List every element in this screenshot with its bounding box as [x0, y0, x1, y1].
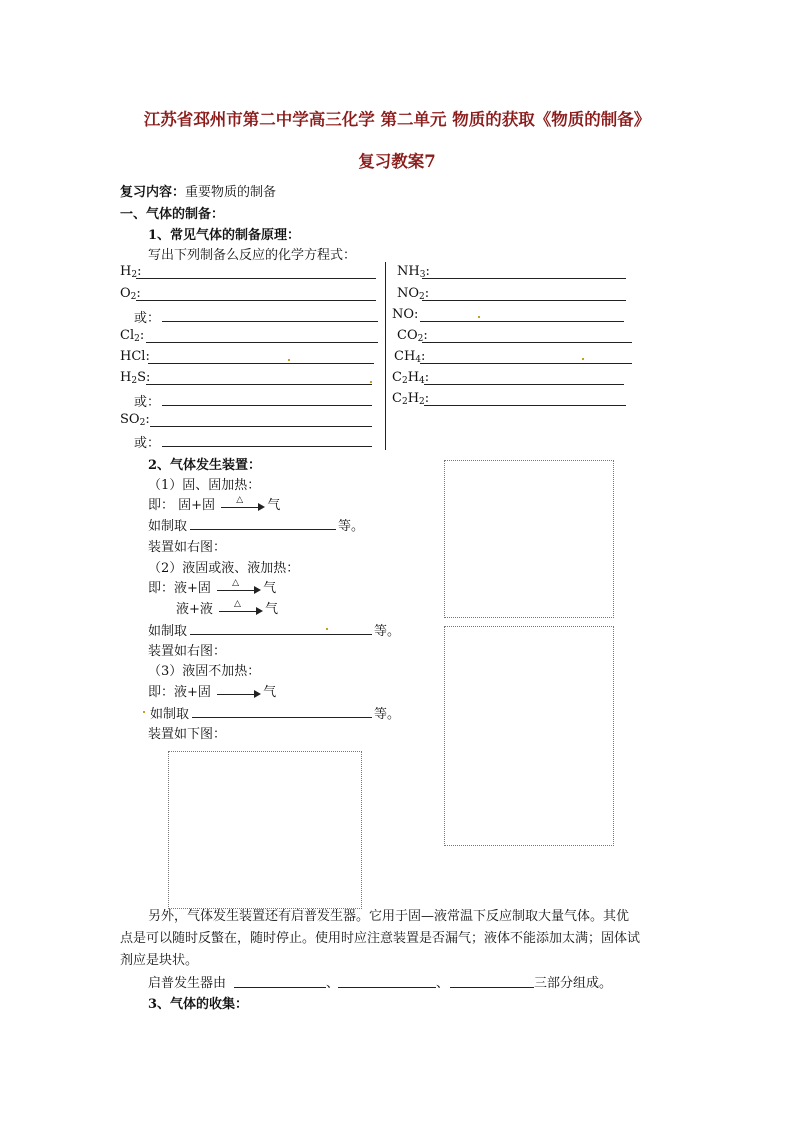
left-label-so2: $SO_2$: — [120, 412, 150, 428]
kipp-paragraph: 另外，气体发生装置还有启普发生器。它用于固—液常温下反应制取大量气体。其优点是可以随时反蟼在，随时停止。使用时应注意装置是否漏气；液体不能添加太满；固体试剂应是块状。 — [120, 909, 641, 968]
answer-line-co2[interactable] — [422, 342, 632, 343]
left-label-or-3: 或： — [134, 436, 161, 451]
review-label: 复习内容： — [120, 185, 186, 200]
case3-prefix: 即： — [148, 685, 175, 700]
case2-make-label: 如制取 — [148, 624, 188, 639]
sub3-heading: 3、气体的收集： — [148, 997, 249, 1012]
kipp-part-1-line[interactable] — [234, 987, 326, 988]
case3-answer-line[interactable] — [192, 717, 372, 718]
case1-title: （1）固、固加热： — [148, 478, 261, 493]
case3-title: （3）液固不加热： — [148, 664, 261, 679]
heating-arrow-icon: △ — [221, 499, 265, 513]
case2-product-2: 气 — [265, 602, 279, 617]
answer-line-no2[interactable] — [422, 300, 626, 301]
case3-equation — [148, 681, 276, 700]
case2-product-1: 气 — [263, 581, 277, 596]
case2-answer-line[interactable] — [190, 634, 372, 635]
case1-equation — [148, 494, 280, 513]
answer-line-so2-alt[interactable] — [162, 446, 372, 447]
kipp-part-2-line[interactable] — [338, 987, 436, 988]
kipp-sep-2: 、 — [436, 976, 450, 991]
case1-make-label: 如制取 — [148, 519, 188, 534]
answer-line-h2s[interactable] — [146, 384, 372, 385]
right-label-c2h2: $C_2H_2$: — [392, 391, 430, 407]
case2-reactants-1: 液+固 — [174, 581, 211, 596]
case1-note: 装置如右图： — [148, 540, 227, 555]
apparatus-figure-1 — [444, 460, 614, 618]
right-label-ch4: $CH_4$: — [394, 349, 426, 365]
case2-equation-2 — [176, 598, 278, 617]
left-label-cl2: $Cl_2$: — [120, 328, 145, 344]
answer-line-nh3[interactable] — [422, 278, 626, 279]
case3-etc: 等。 — [374, 707, 401, 722]
case3-note: 装置如下图： — [148, 727, 227, 742]
left-label-o2: $O_2$: — [120, 286, 141, 302]
page-title-line1: 江苏省邳州市第二中学高三化学 第二单元 物质的获取《物质的制备》 — [143, 110, 651, 129]
left-label-or-1: 或： — [134, 311, 161, 326]
review-line — [120, 181, 276, 200]
left-label-hcl: HCl: — [120, 349, 150, 364]
page-title-line2: 复习教案7 — [358, 152, 436, 171]
case1-reactants: 固+固 — [178, 498, 216, 513]
apparatus-figure-2 — [444, 626, 614, 846]
case2-prefix: 即： — [148, 581, 175, 596]
scan-mark — [582, 358, 584, 360]
section1-sub1: 1、常见气体的制备原理： — [148, 228, 301, 243]
instruction: 写出下列制备么反应的化学方程式： — [148, 248, 357, 263]
case1-answer-line[interactable] — [190, 529, 336, 530]
left-label-or-2: 或： — [134, 395, 161, 410]
heating-arrow-icon: △ — [217, 582, 261, 596]
sub2-heading: 2、气体发生装置： — [148, 458, 262, 473]
answer-line-h2s-alt[interactable] — [162, 405, 372, 406]
case2-note: 装置如右图： — [148, 644, 227, 659]
scan-mark — [326, 628, 328, 630]
case2-etc: 等。 — [374, 624, 401, 639]
answer-line-c2h2[interactable] — [424, 405, 626, 406]
kipp-composition-prefix: 启普发生器由 — [148, 976, 227, 991]
answer-line-hcl[interactable] — [148, 363, 374, 364]
kipp-part-3-line[interactable] — [450, 987, 534, 988]
left-label-h2: $H_2$: — [120, 264, 142, 280]
column-divider — [385, 262, 386, 450]
kipp-sep-1: 、 — [326, 976, 340, 991]
case1-etc: 等。 — [338, 519, 365, 534]
right-label-c2h4: $C_2H_4$: — [392, 370, 430, 386]
case3-make-label: 如制取 — [150, 707, 190, 722]
scan-mark — [478, 316, 480, 318]
review-content: 重要物质的制备 — [185, 185, 277, 200]
kipp-composition-suffix: 三部分组成。 — [534, 976, 613, 991]
right-label-no: NO: — [392, 307, 419, 322]
heating-arrow-icon: △ — [219, 603, 263, 617]
answer-line-ch4[interactable] — [420, 363, 632, 364]
answer-line-o2-alt[interactable] — [162, 321, 378, 322]
answer-line-no[interactable] — [420, 321, 624, 322]
right-label-co2: $CO_2$: — [397, 328, 428, 344]
case2-equation-1 — [148, 577, 276, 596]
case1-prefix: 即： — [148, 498, 175, 513]
case3-product: 气 — [263, 685, 277, 700]
case1-product: 气 — [267, 498, 281, 513]
scan-mark — [288, 359, 290, 361]
answer-line-so2[interactable] — [150, 426, 372, 427]
arrow-icon — [217, 686, 261, 700]
case3-reactants: 液+固 — [174, 685, 211, 700]
apparatus-figure-3 — [168, 751, 362, 909]
right-label-nh3: $NH_3$: — [397, 264, 430, 280]
answer-line-cl2[interactable] — [146, 342, 378, 343]
case2-title: （2）液固或液、液加热： — [148, 561, 300, 576]
scan-mark — [143, 711, 145, 713]
answer-line-c2h4[interactable] — [424, 384, 624, 385]
answer-line-h2[interactable] — [136, 278, 376, 279]
left-label-h2s: $H_2S$: — [120, 370, 151, 386]
case2-reactants-2: 液+液 — [176, 602, 213, 617]
answer-line-o2[interactable] — [136, 300, 376, 301]
scan-mark — [370, 381, 372, 383]
section1-heading: 一、气体的制备： — [120, 207, 225, 222]
right-label-no2: $NO_2$: — [397, 286, 430, 302]
